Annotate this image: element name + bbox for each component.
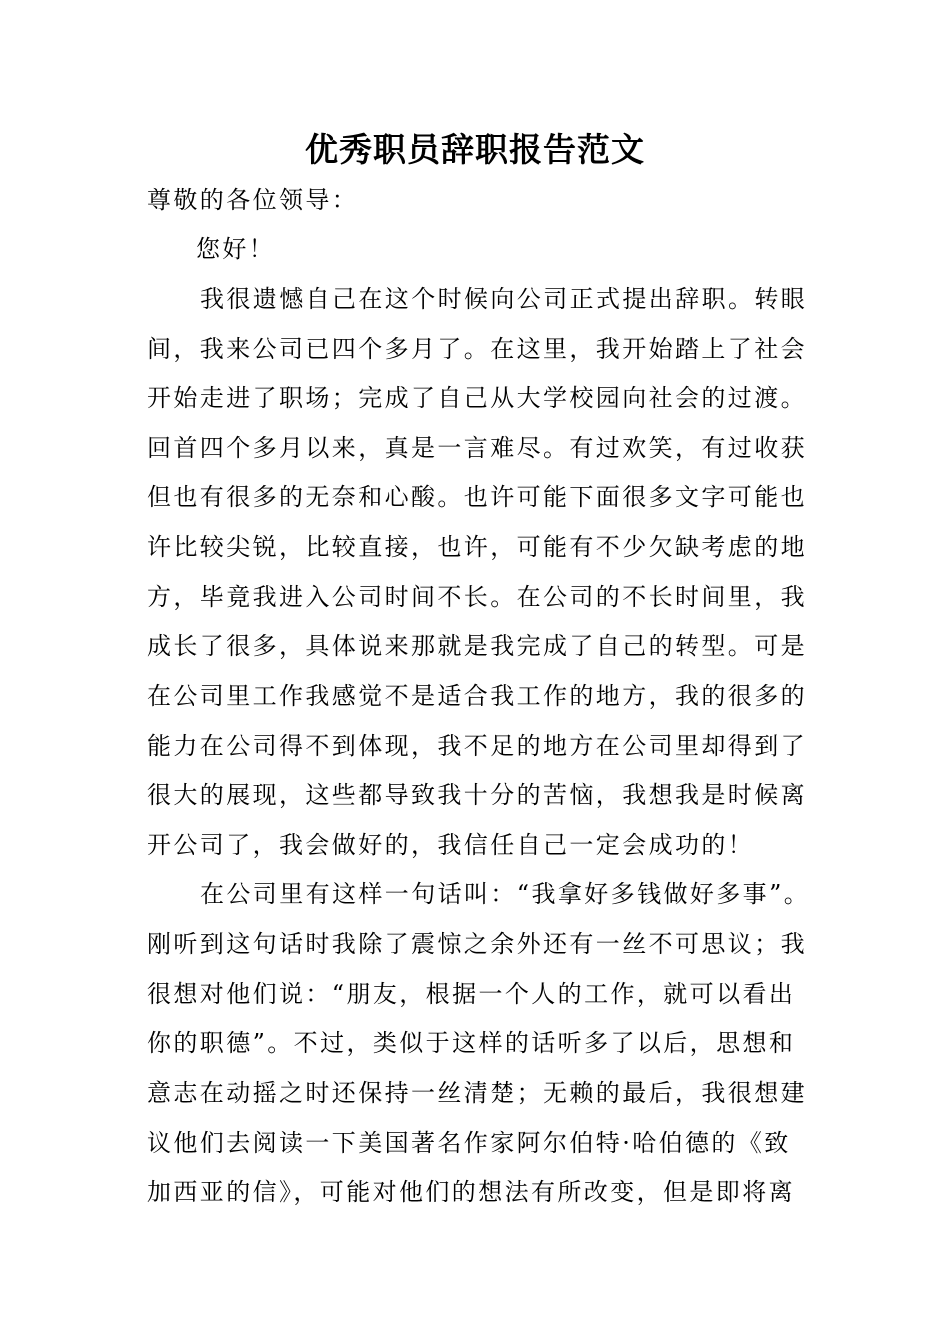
paragraph-line: 很想对他们说：“朋友，根据一个人的工作，就可以看出 [147,980,796,1008]
paragraph-line: 许比较尖锐，比较直接，也许，可能有不少欠缺考虑的地 [147,533,807,561]
salutation: 尊敬的各位领导： [147,186,359,214]
paragraph-line: 能力在公司得不到体现，我不足的地方在公司里却得到了 [147,732,807,760]
paragraph-line: 方，毕竟我进入公司时间不长。在公司的不长时间里，我 [147,583,807,611]
paragraph-line: 议他们去阅读一下美国著名作家阿尔伯特·哈伯德的《致 [147,1129,791,1157]
document-title: 优秀职员辞职报告范文 [305,130,645,169]
paragraph-line: 加西亚的信》，可能对他们的想法有所改变，但是即将离 [147,1178,795,1206]
paragraph-line: 在公司里有这样一句话叫：“我拿好多钱做好多事”。 [200,880,811,908]
paragraph-line: 间，我来公司已四个多月了。在这里，我开始踏上了社会 [147,335,807,363]
greeting: 您好！ [196,235,276,263]
paragraph-line: 很大的展现，这些都导致我十分的苦恼，我想我是时候离 [147,781,807,809]
paragraph-line: 你的职德”。不过，类似于这样的话听多了以后，思想和 [147,1029,796,1057]
paragraph-line: 成长了很多，具体说来那就是我完成了自己的转型。可是 [147,632,807,660]
paragraph-line: 刚听到这句话时我除了震惊之余外还有一丝不可思议；我 [147,930,807,958]
paragraph-line: 但也有很多的无奈和心酸。也许可能下面很多文字可能也 [147,483,807,511]
paragraph-line: 开始走进了职场；完成了自己从大学校园向社会的过渡。 [147,384,807,412]
paragraph-line: 意志在动摇之时还保持一丝清楚；无赖的最后，我很想建 [147,1079,807,1107]
paragraph-line: 开公司了，我会做好的，我信任自己一定会成功的！ [147,831,755,859]
paragraph-line: 回首四个多月以来，真是一言难尽。有过欢笑，有过收获 [147,434,807,462]
paragraph-line: 我很遗憾自己在这个时候向公司正式提出辞职。转眼 [200,285,808,313]
paragraph-line: 在公司里工作我感觉不是适合我工作的地方，我的很多的 [147,682,807,710]
